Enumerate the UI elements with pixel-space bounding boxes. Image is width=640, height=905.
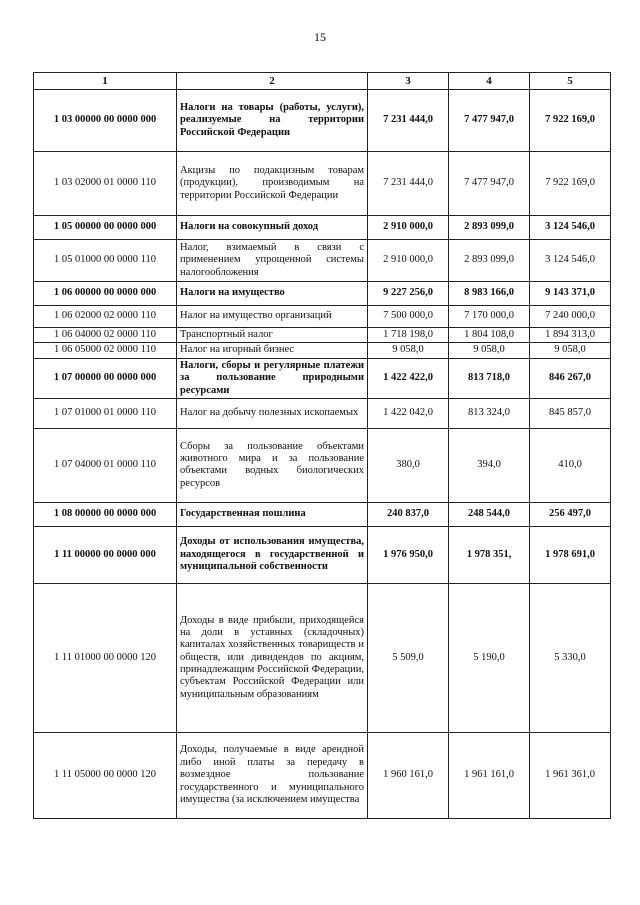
row-value-col5: 1 894 313,0: [530, 328, 611, 343]
table-row: [34, 282, 611, 306]
table-row: [34, 428, 611, 502]
row-name: Налог на имущество организаций: [177, 306, 368, 328]
row-value-col3: 9 058,0: [368, 343, 449, 358]
row-value-col3: 7 500 000,0: [368, 306, 449, 328]
row-value-col4: 248 544,0: [449, 502, 530, 526]
row-name: Налоги, сборы и регулярные платежи за пользование природными ресурсами: [177, 358, 368, 398]
row-name: Транспортный налог: [177, 328, 368, 343]
row-name: Доходы в виде прибыли, приходящейся на доли в уставных (складочных) капиталах хозяйственных товариществ и обществ, или дивидендов по акциям, принадлежащим Российской Федерации, субъектам Российской Федерации или муниципальным образованиям: [177, 583, 368, 732]
row-code: 1 08 00000 00 0000 000: [34, 502, 177, 526]
row-name: Налог, взимаемый в связи с применением упрощенной системы налогообложения: [177, 240, 368, 282]
row-value-col3: 1 960 161,0: [368, 732, 449, 818]
row-name: Налоги на совокупный доход: [177, 216, 368, 240]
table-row: [34, 526, 611, 583]
table-body: [34, 90, 611, 819]
row-value-col4: 8 983 166,0: [449, 282, 530, 306]
row-code: 1 07 04000 01 0000 110: [34, 428, 177, 502]
table-row: [34, 398, 611, 428]
row-code: 1 11 00000 00 0000 000: [34, 526, 177, 583]
row-value-col4: 1 804 108,0: [449, 328, 530, 343]
column-header-5: 5: [530, 73, 611, 90]
table-row: [34, 343, 611, 358]
row-code: 1 05 01000 00 0000 110: [34, 240, 177, 282]
row-code: 1 06 04000 02 0000 110: [34, 328, 177, 343]
row-value-col4: 5 190,0: [449, 583, 530, 732]
row-value-col3: 1 976 950,0: [368, 526, 449, 583]
table-header-row: [34, 73, 611, 90]
row-code: 1 05 00000 00 0000 000: [34, 216, 177, 240]
row-value-col5: 7 922 169,0: [530, 152, 611, 216]
row-value-col4: 7 477 947,0: [449, 90, 530, 152]
row-name: Налог на добычу полезных ископаемых: [177, 398, 368, 428]
row-value-col4: 2 893 099,0: [449, 240, 530, 282]
row-value-col4: 394,0: [449, 428, 530, 502]
row-name: Доходы, получаемые в виде арендной либо иной платы за передачу в возмездное пользование государственного и муниципального имущества (за исключением имущества: [177, 732, 368, 818]
row-value-col5: 1 961 361,0: [530, 732, 611, 818]
row-name: Акцизы по подакцизным товарам (продукции), производимым на территории Российской Федерации: [177, 152, 368, 216]
row-value-col5: 7 922 169,0: [530, 90, 611, 152]
table-row: [34, 90, 611, 152]
row-value-col5: 7 240 000,0: [530, 306, 611, 328]
row-code: 1 06 00000 00 0000 000: [34, 282, 177, 306]
row-value-col5: 3 124 546,0: [530, 240, 611, 282]
table-row: [34, 583, 611, 732]
column-header-3: 3: [368, 73, 449, 90]
row-value-col5: 1 978 691,0: [530, 526, 611, 583]
table-row: [34, 732, 611, 818]
column-header-4: 4: [449, 73, 530, 90]
table-row: [34, 240, 611, 282]
row-name: Государственная пошлина: [177, 502, 368, 526]
row-name: Налог на игорный бизнес: [177, 343, 368, 358]
row-value-col3: 1 422 422,0: [368, 358, 449, 398]
row-code: 1 07 01000 01 0000 110: [34, 398, 177, 428]
row-value-col4: 813 718,0: [449, 358, 530, 398]
table-row: [34, 152, 611, 216]
table-row: [34, 328, 611, 343]
row-value-col4: 2 893 099,0: [449, 216, 530, 240]
row-code: 1 11 05000 00 0000 120: [34, 732, 177, 818]
row-code: 1 07 00000 00 0000 000: [34, 358, 177, 398]
table-row: [34, 306, 611, 328]
row-value-col5: 256 497,0: [530, 502, 611, 526]
row-code: 1 06 02000 02 0000 110: [34, 306, 177, 328]
row-value-col5: 9 058,0: [530, 343, 611, 358]
row-value-col3: 380,0: [368, 428, 449, 502]
row-value-col3: 2 910 000,0: [368, 240, 449, 282]
table-row: [34, 502, 611, 526]
row-value-col5: 410,0: [530, 428, 611, 502]
revenue-table: [33, 72, 611, 819]
row-value-col5: 846 267,0: [530, 358, 611, 398]
row-value-col4: 813 324,0: [449, 398, 530, 428]
row-value-col5: 5 330,0: [530, 583, 611, 732]
row-value-col3: 1 422 042,0: [368, 398, 449, 428]
row-code: 1 03 00000 00 0000 000: [34, 90, 177, 152]
row-name: Сборы за пользование объектами животного мира и за пользование объектами водных биологических ресурсов: [177, 428, 368, 502]
column-header-1: 1: [34, 73, 177, 90]
row-code: 1 11 01000 00 0000 120: [34, 583, 177, 732]
row-value-col4: 1 978 351,: [449, 526, 530, 583]
table-row: [34, 358, 611, 398]
row-value-col4: 7 477 947,0: [449, 152, 530, 216]
row-value-col3: 240 837,0: [368, 502, 449, 526]
row-name: Налоги на товары (работы, услуги), реализуемые на территории Российской Федерации: [177, 90, 368, 152]
row-value-col3: 7 231 444,0: [368, 90, 449, 152]
row-value-col4: 9 058,0: [449, 343, 530, 358]
page-number: 15: [314, 30, 326, 44]
row-value-col3: 7 231 444,0: [368, 152, 449, 216]
row-value-col3: 9 227 256,0: [368, 282, 449, 306]
table-row: [34, 216, 611, 240]
row-code: 1 03 02000 01 0000 110: [34, 152, 177, 216]
row-value-col5: 9 143 371,0: [530, 282, 611, 306]
row-name: Налоги на имущество: [177, 282, 368, 306]
row-value-col3: 2 910 000,0: [368, 216, 449, 240]
row-value-col3: 5 509,0: [368, 583, 449, 732]
row-code: 1 06 05000 02 0000 110: [34, 343, 177, 358]
row-value-col4: 1 961 161,0: [449, 732, 530, 818]
row-value-col5: 845 857,0: [530, 398, 611, 428]
column-header-2: 2: [177, 73, 368, 90]
row-value-col4: 7 170 000,0: [449, 306, 530, 328]
row-name: Доходы от использования имущества, находящегося в государственной и муниципальной собственности: [177, 526, 368, 583]
row-value-col3: 1 718 198,0: [368, 328, 449, 343]
row-value-col5: 3 124 546,0: [530, 216, 611, 240]
